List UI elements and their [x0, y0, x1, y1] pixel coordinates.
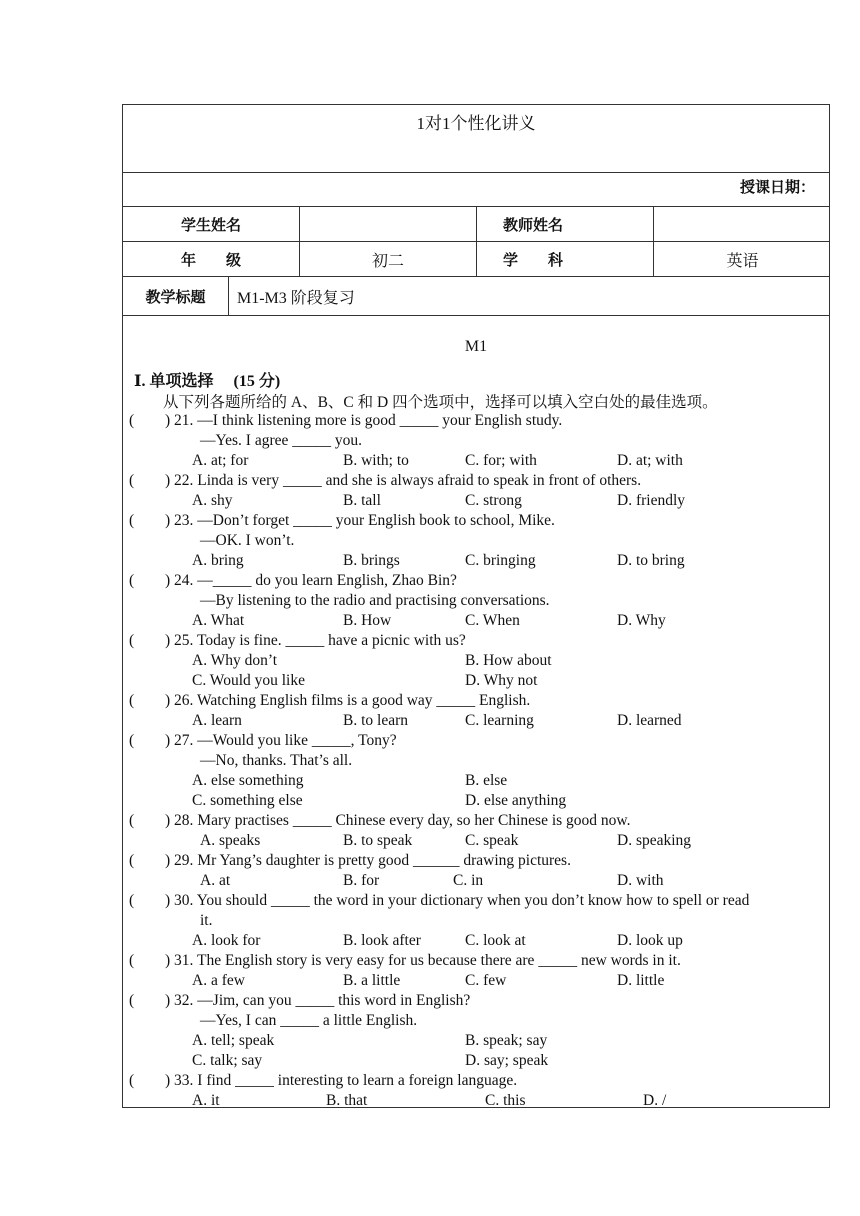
- date-label: 授课日期：: [739, 178, 815, 196]
- question-continuation: —Yes, I can _____ a little English.: [200, 1012, 418, 1029]
- option-d: D. else anything: [465, 792, 567, 809]
- question-stem: ) 26. Watching English films is a good way _____ English.: [165, 692, 531, 709]
- option-d: D. little: [617, 972, 665, 989]
- option-d: D. Why not: [465, 672, 538, 689]
- question-continuation: —OK. I won’t.: [200, 532, 295, 549]
- date-row: [123, 173, 829, 207]
- question-stem: ) 25. Today is fine. _____ have a picnic with us?: [165, 632, 466, 649]
- option-b: B. look after: [343, 932, 421, 949]
- option-c: C. few: [465, 972, 507, 989]
- option-c: C. in: [453, 872, 484, 889]
- option-b: B. to speak: [343, 832, 413, 849]
- option-a: A. bring: [192, 552, 244, 569]
- option-b: B. tall: [343, 492, 381, 509]
- question-stem: ) 22. Linda is very _____ and she is always afraid to speak in front of others.: [165, 472, 642, 489]
- option-b: B. brings: [343, 552, 400, 569]
- answer-bracket: (: [129, 512, 135, 529]
- student-name-label: 学生姓名: [123, 207, 300, 241]
- option-a: A. speaks: [200, 832, 261, 849]
- answer-bracket: (: [129, 852, 135, 869]
- question-stem: ) 32. —Jim, can you _____ this word in English?: [165, 992, 471, 1009]
- question-27: [129, 732, 397, 750]
- question-26: [129, 692, 530, 710]
- question-continuation: —No, thanks. That’s all.: [200, 752, 353, 769]
- option-d: D. with: [617, 872, 664, 889]
- option-d: D. to bring: [617, 552, 685, 569]
- question-23: [129, 512, 555, 530]
- option-d: D. /: [643, 1092, 667, 1109]
- option-b: B. a little: [343, 972, 401, 989]
- question-32: [129, 992, 470, 1010]
- option-d: D. friendly: [617, 492, 686, 509]
- option-c: C. bringing: [465, 552, 536, 569]
- question-stem: ) 24. —_____ do you learn English, Zhao Bin?: [165, 572, 457, 589]
- option-d: D. Why: [617, 612, 666, 629]
- subject-value: 英语: [726, 252, 759, 270]
- answer-bracket: (: [129, 632, 135, 649]
- question-stem: ) 30. You should _____ the word in your dictionary when you don’t know how to spell or read: [165, 892, 750, 909]
- option-a: A. tell; speak: [192, 1032, 275, 1049]
- option-a: A. at; for: [192, 452, 249, 469]
- option-a: A. shy: [192, 492, 233, 509]
- topic-row: [123, 277, 829, 316]
- option-a: A. Why don’t: [192, 652, 278, 669]
- option-b: B. that: [326, 1092, 368, 1109]
- content-area: [123, 316, 829, 1107]
- option-c: C. talk; say: [192, 1052, 263, 1069]
- grade-value: 初二: [300, 242, 477, 276]
- answer-bracket: (: [129, 1072, 135, 1089]
- answer-bracket: (: [129, 692, 135, 709]
- answer-bracket: (: [129, 892, 135, 909]
- page-title: 1对1个性化讲义: [416, 114, 536, 133]
- question-stem: ) 23. —Don’t forget _____ your English book to school, Mike.: [165, 512, 555, 529]
- option-a: A. look for: [192, 932, 261, 949]
- answer-bracket: (: [129, 732, 135, 749]
- answer-bracket: (: [129, 572, 135, 589]
- question-stem: ) 33. I find _____ interesting to learn a foreign language.: [165, 1072, 518, 1089]
- handout-table: [122, 104, 830, 1108]
- option-b: B. speak; say: [465, 1032, 548, 1049]
- option-c: C. strong: [465, 492, 522, 509]
- question-31: [129, 952, 681, 970]
- option-a: A. a few: [192, 972, 245, 989]
- question-30: [129, 892, 749, 910]
- teacher-name-value: [654, 207, 831, 241]
- teacher-name-label: 教师姓名: [477, 207, 654, 241]
- answer-bracket: (: [129, 412, 135, 429]
- option-c: C. this: [485, 1092, 526, 1109]
- question-22: [129, 472, 641, 490]
- option-b: B. to learn: [343, 712, 408, 729]
- topic-value: M1-M3 阶段复习: [237, 289, 355, 307]
- question-29: [129, 852, 571, 870]
- grade-label: 年 级: [123, 242, 300, 276]
- student-name-value: [300, 207, 477, 241]
- option-d: D. learned: [617, 712, 682, 729]
- answer-bracket: (: [129, 812, 135, 829]
- option-c: C. something else: [192, 792, 303, 809]
- option-c: C. look at: [465, 932, 526, 949]
- subject-label: 学 科: [477, 242, 654, 276]
- instruction-text: 从下列各题所给的 A、B、C 和 D 四个选项中，选择可以填入空白处的最佳选项。: [163, 394, 718, 411]
- question-24: [129, 572, 457, 590]
- question-stem: ) 31. The English story is very easy for us because there are _____ new words in it.: [165, 952, 681, 969]
- answer-bracket: (: [129, 992, 135, 1009]
- option-a: A. at: [200, 872, 231, 889]
- option-b: B. How about: [465, 652, 552, 669]
- option-c: C. Would you like: [192, 672, 305, 689]
- option-b: B. for: [343, 872, 380, 889]
- question-stem: ) 28. Mary practises _____ Chinese every day, so her Chinese is good now.: [165, 812, 631, 829]
- answer-bracket: (: [129, 472, 135, 489]
- option-b: B. with; to: [343, 452, 409, 469]
- option-d: D. look up: [617, 932, 683, 949]
- option-d: D. speaking: [617, 832, 692, 849]
- option-a: A. learn: [192, 712, 242, 729]
- module-heading: M1: [464, 338, 488, 355]
- option-a: A. it: [192, 1092, 220, 1109]
- question-continuation: —By listening to the radio and practising conversations.: [200, 592, 550, 609]
- question-stem: ) 21. —I think listening more is good _____ your English study.: [165, 412, 563, 429]
- topic-label: 教学标题: [123, 277, 229, 315]
- option-c: C. When: [465, 612, 520, 629]
- question-21: [129, 412, 562, 430]
- question-stem: ) 27. —Would you like _____, Tony?: [165, 732, 397, 749]
- name-row: [123, 207, 829, 242]
- question-25: [129, 632, 466, 650]
- title-row: [123, 105, 829, 173]
- question-continuation: it.: [200, 912, 213, 929]
- option-a: A. What: [192, 612, 245, 629]
- answer-bracket: (: [129, 952, 135, 969]
- option-a: A. else something: [192, 772, 304, 789]
- option-c: C. for; with: [465, 452, 537, 469]
- option-b: B. How: [343, 612, 392, 629]
- option-b: B. else: [465, 772, 508, 789]
- question-stem: ) 29. Mr Yang’s daughter is pretty good ______ drawing pictures.: [165, 852, 571, 869]
- option-c: C. learning: [465, 712, 534, 729]
- question-continuation: —Yes. I agree _____ you.: [200, 432, 363, 449]
- question-28: [129, 812, 630, 830]
- question-33: [129, 1072, 517, 1090]
- option-d: D. at; with: [617, 452, 683, 469]
- grade-row: [123, 242, 829, 277]
- option-d: D. say; speak: [465, 1052, 549, 1069]
- section-title: Ⅰ. 单项选择 (15 分): [134, 373, 281, 390]
- option-c: C. speak: [465, 832, 519, 849]
